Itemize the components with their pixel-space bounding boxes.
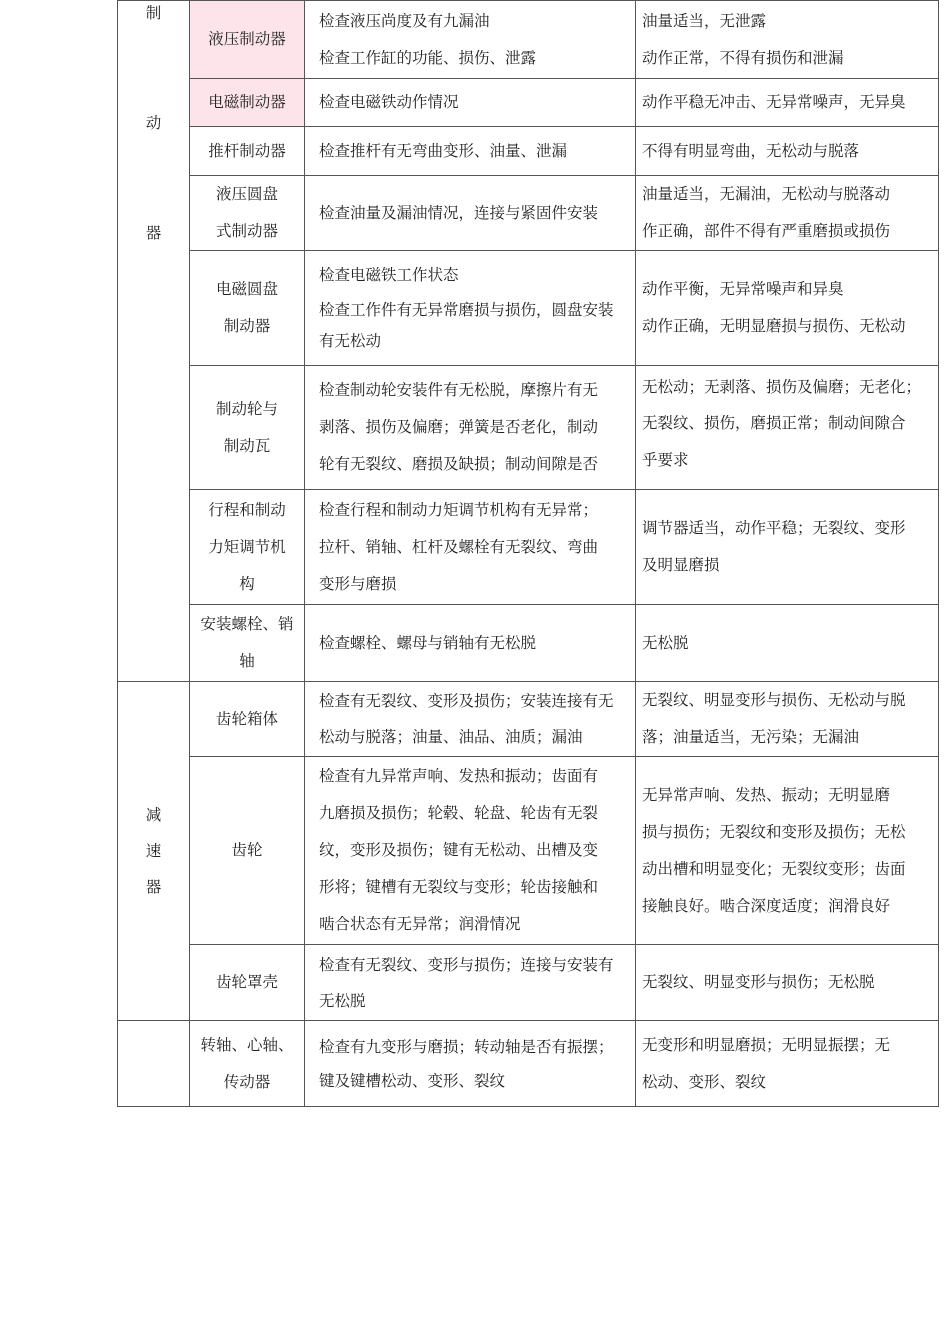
component-cell	[190, 605, 305, 682]
group-char: 减	[145, 806, 162, 824]
standard-text: 无异常声响、发热、振动；无明显磨	[642, 785, 891, 804]
check-text: 检查液压尚度及有九漏油	[319, 11, 490, 30]
component-text: 液压圆盘	[215, 185, 278, 203]
component-text: 制动器	[223, 317, 271, 335]
check-text: 检查工作件有无异常磨损与损伤，圆盘安装	[319, 301, 614, 319]
group-char: 速	[145, 842, 162, 860]
check-cell	[305, 79, 636, 127]
table-row	[118, 1, 939, 79]
standard-cell	[636, 605, 939, 682]
check-text: 检查推杆有无弯曲变形、油量、泄漏	[319, 141, 568, 160]
check-text: 九磨损及损伤；轮毂、轮盘、轮齿有无裂	[319, 804, 599, 822]
component-text: 制动瓦	[223, 436, 271, 455]
table-row	[118, 682, 939, 757]
component-cell	[190, 79, 305, 127]
standard-text: 油量适当，无漏油，无松动与脱落动	[642, 185, 891, 203]
check-text: 检查电磁铁动作情况	[319, 93, 459, 111]
component-text: 齿轮罩壳	[215, 973, 278, 991]
component-cell	[190, 1021, 305, 1107]
component-cell	[190, 682, 305, 757]
standard-text: 动出槽和明显变化；无裂纹变形；齿面	[642, 859, 906, 878]
group-char: 器	[145, 224, 162, 242]
check-cell	[305, 366, 636, 490]
standard-cell	[636, 127, 939, 176]
table-row	[118, 251, 939, 366]
standard-text: 无松动；无剥落、损伤及偏磨；无老化；	[642, 377, 922, 396]
standard-text: 不得有明显弯曲，无松动与脱落	[642, 141, 860, 160]
standard-text: 动作正常，不得有损伤和泄漏	[642, 48, 844, 67]
check-text: 检查电磁铁工作状态	[319, 266, 459, 284]
check-text: 检查工作缸的功能、损伤、泄露	[319, 48, 537, 67]
standard-text: 油量适当，无泄露	[642, 11, 767, 30]
check-text: 无松脱	[319, 991, 366, 1010]
standard-text: 松动、变形、裂纹	[642, 1072, 767, 1091]
component-text: 转轴、心轴、	[200, 1035, 294, 1054]
standard-cell	[636, 490, 939, 605]
component-text: 构	[239, 574, 255, 593]
check-text: 有无松动	[319, 332, 382, 350]
component-text: 制动轮与	[215, 399, 278, 418]
group-char: 动	[145, 114, 162, 132]
check-cell	[305, 1, 636, 79]
check-text: 检查有无裂纹、变形及损伤；安装连接有无	[319, 692, 614, 710]
check-cell	[305, 1021, 636, 1107]
check-text: 剥落、损伤及偏磨；弹簧是否老化，制动	[319, 418, 599, 436]
check-text: 形将；键槽有无裂纹与变形；轮齿接触和	[319, 878, 599, 896]
component-cell	[190, 176, 305, 251]
check-text: 轮有无裂纹、磨损及缺损；制动间隙是否	[319, 455, 599, 473]
standard-cell	[636, 945, 939, 1021]
check-text: 啮合状态有无异常；润滑情况	[319, 915, 521, 933]
standard-text: 动作正确，无明显磨损与损伤、无松动	[642, 317, 906, 335]
component-cell	[190, 251, 305, 366]
table-row	[118, 757, 939, 945]
standard-text: 动作平稳无冲击、无异常噪声，无异臭	[642, 93, 906, 111]
table-row	[118, 945, 939, 1021]
component-cell	[190, 366, 305, 490]
standard-cell	[636, 682, 939, 757]
table-row	[118, 79, 939, 127]
standard-text: 无裂纹、明显变形与损伤；无松脱	[642, 973, 875, 991]
standard-cell	[636, 176, 939, 251]
standard-cell	[636, 757, 939, 945]
check-text: 检查螺栓、螺母与销轴有无松脱	[319, 633, 537, 652]
component-cell	[190, 1, 305, 79]
table-row	[118, 1021, 939, 1107]
check-text: 检查制动轮安装件有无松脱，摩擦片有无	[319, 381, 599, 399]
component-text: 齿轮	[231, 841, 263, 859]
check-cell	[305, 682, 636, 757]
component-cell	[190, 490, 305, 605]
component-text: 电磁制动器	[208, 93, 286, 111]
standard-cell	[636, 79, 939, 127]
component-text: 力矩调节机	[208, 537, 286, 556]
standard-text: 无裂纹、损伤，磨损正常；制动间隙合	[642, 413, 906, 432]
check-text: 纹，变形及损伤；键有无松动、出槽及变	[319, 841, 599, 859]
check-cell	[305, 127, 636, 176]
check-cell	[305, 251, 636, 366]
table-row	[118, 490, 939, 605]
check-cell	[305, 757, 636, 945]
standard-text: 乎要求	[642, 450, 689, 469]
check-text: 松动与脱落；油量、油品、油质；漏油	[319, 728, 583, 746]
standard-cell	[636, 1021, 939, 1107]
check-text: 检查油量及漏油情况，连接与紧固件安装	[319, 203, 599, 222]
standard-text: 及明显磨损	[642, 556, 720, 574]
table-row	[118, 605, 939, 682]
component-text: 电磁圆盘	[215, 280, 278, 298]
check-cell	[305, 490, 636, 605]
component-cell	[190, 945, 305, 1021]
standard-text: 无松脱	[642, 633, 689, 652]
component-cell	[190, 127, 305, 176]
check-text: 变形与磨损	[319, 574, 397, 593]
component-text: 式制动器	[215, 222, 278, 240]
check-text: 检查有九变形与磨损；转动轴是否有振摆；	[319, 1037, 614, 1056]
standard-cell	[636, 1, 939, 79]
check-text: 检查有无裂纹、变形与损伤；连接与安装有	[319, 955, 614, 974]
component-text: 行程和制动	[208, 500, 286, 519]
standard-text: 无变形和明显磨损；无明显振摆；无	[642, 1035, 891, 1054]
standard-cell	[636, 251, 939, 366]
component-text: 安装螺栓、销	[200, 615, 294, 633]
group-label-brake	[118, 1, 190, 682]
component-cell	[190, 757, 305, 945]
standard-text: 动作平衡，无异常噪声和异臭	[642, 280, 844, 298]
component-text: 传动器	[223, 1072, 271, 1091]
group-char: 器	[145, 878, 162, 896]
standard-text: 无裂纹、明显变形与损伤、无松动与脱	[642, 691, 906, 709]
check-cell	[305, 945, 636, 1021]
check-text: 检查行程和制动力矩调节机构有无异常；	[319, 500, 599, 519]
component-text: 液压制动器	[208, 30, 286, 48]
standard-text: 损与损伤；无裂纹和变形及损伤；无松	[642, 822, 906, 841]
group-label-empty	[118, 1021, 190, 1107]
group-char: 制	[145, 4, 162, 22]
check-text: 拉杆、销轴、杠杆及螺栓有无裂纹、弯曲	[319, 537, 599, 556]
standard-cell	[636, 366, 939, 490]
standard-text: 作正确，部件不得有严重磨损或损伤	[642, 222, 891, 240]
standard-text: 落；油量适当，无污染；无漏油	[642, 728, 860, 746]
check-text: 检查有九异常声响、发热和振动；齿面有	[319, 767, 599, 785]
check-text: 键及键槽松动、变形、裂纹	[319, 1071, 506, 1090]
check-cell	[305, 176, 636, 251]
table-row	[118, 127, 939, 176]
component-text: 轴	[239, 652, 255, 670]
standard-text: 接触良好。啮合深度适度；润滑良好	[642, 896, 891, 915]
table-row	[118, 366, 939, 490]
table-row	[118, 176, 939, 251]
component-text: 齿轮箱体	[215, 709, 278, 728]
standard-text: 调节器适当，动作平稳；无裂纹、变形	[642, 519, 906, 537]
inspection-table	[117, 0, 939, 1107]
component-text: 推杆制动器	[208, 141, 286, 160]
check-cell	[305, 605, 636, 682]
group-label-reducer	[118, 682, 190, 1021]
